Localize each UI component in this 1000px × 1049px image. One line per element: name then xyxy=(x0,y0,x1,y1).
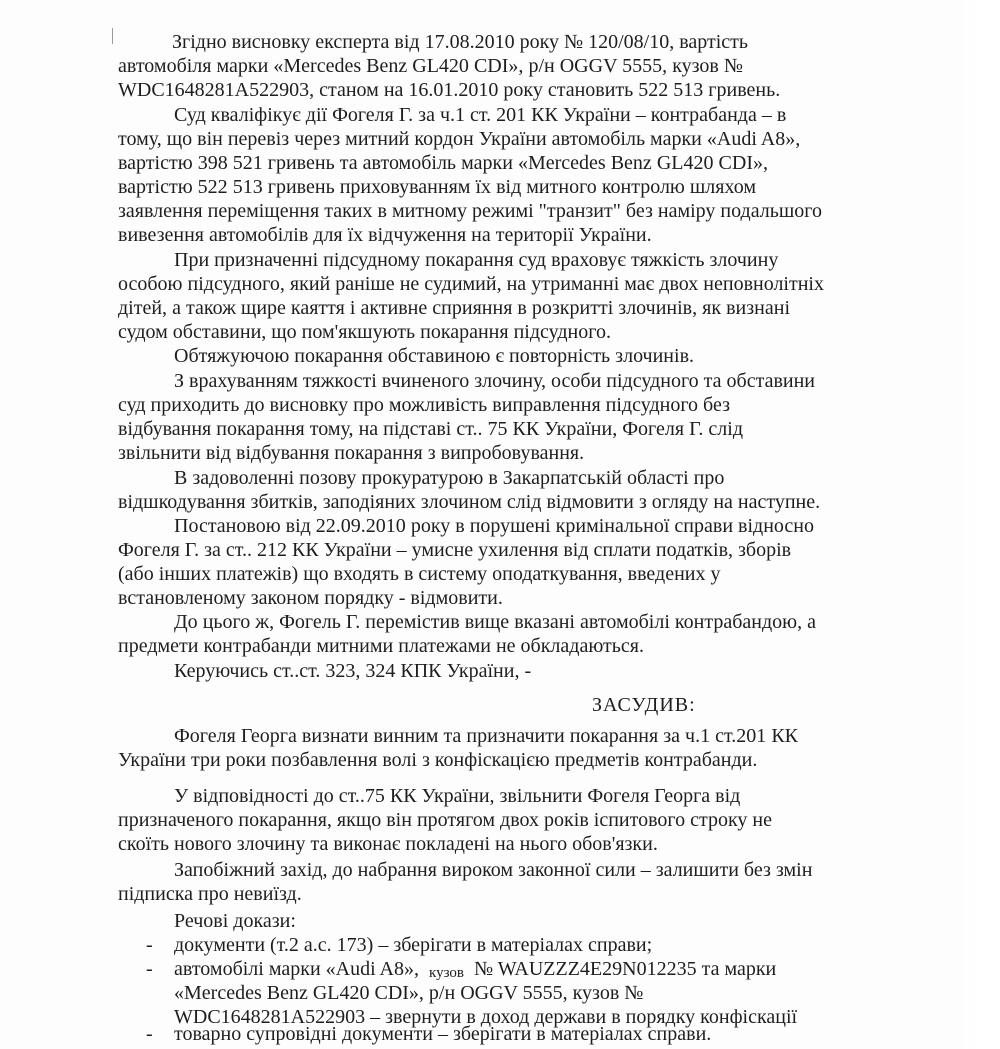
text-line: встановленому законом порядку - відмовити. xyxy=(118,587,503,609)
text-line: України три роки позбавлення волі з конфіскацією предметів контрабанди. xyxy=(118,749,758,771)
list-item: автомобілі марки «Audi A8», xyxy=(174,958,419,980)
text-line: особою підсудного, який раніше не судимий, на утриманні має двох неповнолітніх xyxy=(118,273,824,295)
text-line: вартістю 522 513 гривень приховуванням їх від митного контролю шляхом xyxy=(118,176,756,198)
scan-margin-mark xyxy=(112,28,113,44)
text-line: відбування покарання тому, на підставі ст.. 75 КК України, Фогеля Г. слід xyxy=(118,418,743,440)
text-line: підписка про невиїзд. xyxy=(118,883,302,905)
verdict-heading: ЗАСУДИВ: xyxy=(592,694,696,716)
text-line: Фогеля Г. за ст.. 212 КК України – умисне ухилення від сплати податків, зборів xyxy=(118,539,792,561)
list-bullet: - xyxy=(146,934,153,956)
text-line: тому, що він перевіз через митний кордон України автомобіль марки «Audi A8», xyxy=(118,128,801,150)
text-line: У відповідності до ст..75 КК України, звільнити Фогеля Георга від xyxy=(174,785,741,807)
list-bullet: - xyxy=(146,1023,153,1045)
list-bullet: - xyxy=(146,958,153,980)
text-line: Суд кваліфікує дії Фогеля Г. за ч.1 ст. 201 КК України – контрабанда – в xyxy=(174,104,787,126)
text-line: Фогеля Георга визнати винним та призначити покарання за ч.1 ст.201 КК xyxy=(174,725,798,747)
text-line: автомобіля марки «Mercedes Benz GL420 CDI», р/н OGGV 5555, кузов № xyxy=(118,55,743,77)
text-line: заявлення переміщення таких в митному режимі "транзит" без наміру подальшого xyxy=(118,200,822,222)
list-item: товарно супровідні документи – зберігати в матеріалах справи. xyxy=(174,1023,712,1045)
text-line: звільнити від відбування покарання з випробовування. xyxy=(118,442,585,464)
text-line: В задоволенні позову прокуратурою в Закарпатській області про xyxy=(174,467,725,489)
text-line: суд приходить до висновку про можливість виправлення підсудного без xyxy=(118,394,730,416)
text-line: дітей, а також щире каяття і активне сприяння в розкритті злочинів, як визнані xyxy=(118,297,790,319)
text-line: З врахуванням тяжкості вчиненого злочину, особи підсудного та обставини xyxy=(174,370,815,392)
text-line: WDC1648281A522903, станом на 16.01.2010 року становить 522 513 гривень. xyxy=(118,79,781,101)
text-line: відшкодування збитків, заподіяних злочином слід відмовити з огляду на наступне. xyxy=(118,491,821,513)
scan-edge-fade xyxy=(958,0,1000,1049)
text-line: вивезення автомобілів для їх відчуження на території України. xyxy=(118,224,652,246)
list-item-continuation: «Mercedes Benz GL420 CDI», р/н OGGV 5555, кузов № xyxy=(174,982,644,1004)
text-line: При призначенні підсудному покарання суд враховує тяжкість злочину xyxy=(174,249,779,271)
text-line: Згідно висновку експерта від 17.08.2010 року № 120/08/10, вартість xyxy=(172,31,749,53)
text-line: призначеного покарання, якщо він протягом двох років іспитового строку не xyxy=(118,809,772,831)
list-item: документи (т.2 а.с. 173) – зберігати в матеріалах справи; xyxy=(174,934,653,956)
text-line: судом обставини, що пом'якшують покарання підсудного. xyxy=(118,321,611,343)
text-line: предмети контрабанди митними платежами не обкладаються. xyxy=(118,635,644,657)
list-item-fragment: кузов xyxy=(429,965,464,981)
evidence-heading: Речові докази: xyxy=(174,910,296,932)
text-line: Постановою від 22.09.2010 року в порушені кримінальної справи відносно xyxy=(174,515,814,537)
text-line: До цього ж, Фогель Г. перемістив вище вказані автомобілі контрабандою, а xyxy=(174,611,816,633)
text-line: вартістю 398 521 гривень та автомобіль марки «Mercedes Benz GL420 CDI», xyxy=(118,152,768,174)
text-line: (або інших платежів) що входять в систему оподаткування, введених у xyxy=(118,563,721,585)
text-line: Обтяжуючою покарання обставиною є повторність злочинів. xyxy=(174,345,695,367)
list-item-continuation: WDC1648281A522903 – звернути в доход держави в порядку конфіскації xyxy=(174,1006,798,1028)
text-line: Керуючись ст..ст. 323, 324 КПК України, - xyxy=(174,660,532,682)
text-line: Запобіжний захід, до набрання вироком законної сили – залишити без змін xyxy=(174,859,813,881)
list-item-fragment: № WAUZZZ4E29N012235 та марки xyxy=(474,958,777,980)
text-line: скоїть нового злочину та виконає покладені на нього обов'язки. xyxy=(118,833,658,855)
